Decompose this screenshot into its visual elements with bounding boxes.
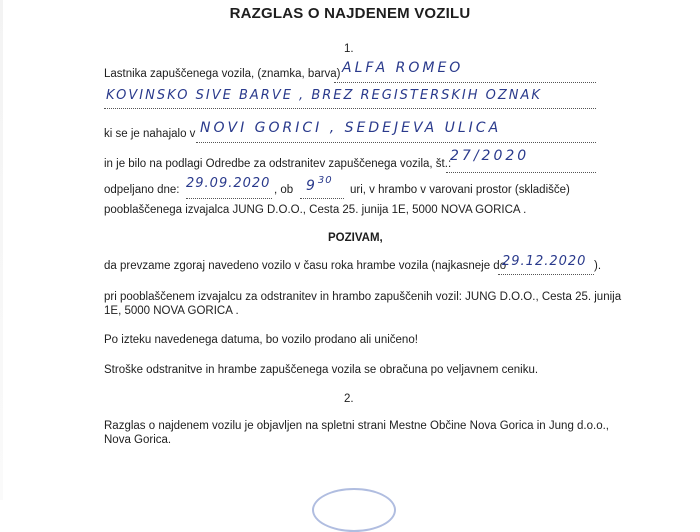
section-1-number: 1.	[344, 43, 354, 55]
scan-edge	[0, 0, 3, 500]
description-fill-line	[104, 108, 596, 109]
time-suffix: uri, v hrambo v varovani prostor (skladišče)	[350, 184, 570, 196]
official-stamp	[312, 488, 396, 532]
section-2-number: 2.	[344, 393, 354, 405]
call-heading: POZIVAM,	[328, 232, 383, 244]
collect-label: da prevzame zgoraj navedeno vozilo v času roka hrambe vozila (najkasneje do	[104, 260, 507, 272]
collect-fill-line	[498, 274, 594, 275]
collect-place-line-1: pri pooblaščenem izvajalcu za odstranitev in hrambo zapuščenih vozil: JUNG D.O.O., Cesta 25. junija	[104, 291, 622, 303]
collect-place-line-2: 1E, 5000 NOVA GORICA .	[104, 305, 239, 317]
vehicle-description: KOVINSKO SIVE BARVE , BREZ REGISTERSKIH OZNAK	[106, 88, 542, 103]
location-fill-line	[196, 142, 596, 143]
expiry-note: Po izteku navedenega datuma, bo vozilo prodano ali uničeno!	[104, 334, 418, 346]
location-label: ki se je nahajalo v	[104, 128, 196, 140]
collect-suffix: ).	[594, 260, 602, 272]
removed-label: odpeljano dne:	[104, 184, 180, 196]
time-fill-line	[300, 198, 344, 199]
owner-fill-line	[334, 82, 596, 83]
removed-time	[306, 175, 333, 194]
notice-title: RAZGLAS O NAJDENEM VOZILU	[229, 5, 471, 22]
order-fill-line	[446, 172, 596, 173]
time-label: , ob	[274, 184, 294, 196]
costs-note: Stroške odstranitve in hrambe zapuščenega vozila se obračuna po veljavnem ceniku.	[104, 364, 539, 376]
removed-hour: 9	[306, 178, 318, 194]
removed-minutes: 30	[317, 175, 333, 186]
order-number: 27/2020	[450, 148, 530, 164]
location-value: NOVI GORICI , SEDEJEVA ULICA	[200, 120, 502, 136]
vehicle-make: ALFA ROMEO	[342, 60, 464, 76]
contractor-line: pooblaščenega izvajalca JUNG D.O.O., Cesta 25. junija 1E, 5000 NOVA GORICA .	[104, 204, 527, 216]
publication-line-1: Razglas o najdenem vozilu je objavljen na spletni strani Mestne Občine Nova Gorica in Jung d.o.o.,	[104, 420, 610, 432]
publication-line-2: Nova Gorica.	[104, 434, 172, 446]
removed-date-line	[186, 198, 272, 199]
order-label: in je bilo na podlagi Odredbe za odstranitev zapuščenega vozila, št.:	[104, 158, 452, 170]
removed-date: 29.09.2020	[186, 176, 271, 191]
collect-deadline: 29.12.2020	[502, 254, 587, 269]
owner-label: Lastnika zapuščenega vozila, (znamka, barva)	[104, 68, 341, 80]
